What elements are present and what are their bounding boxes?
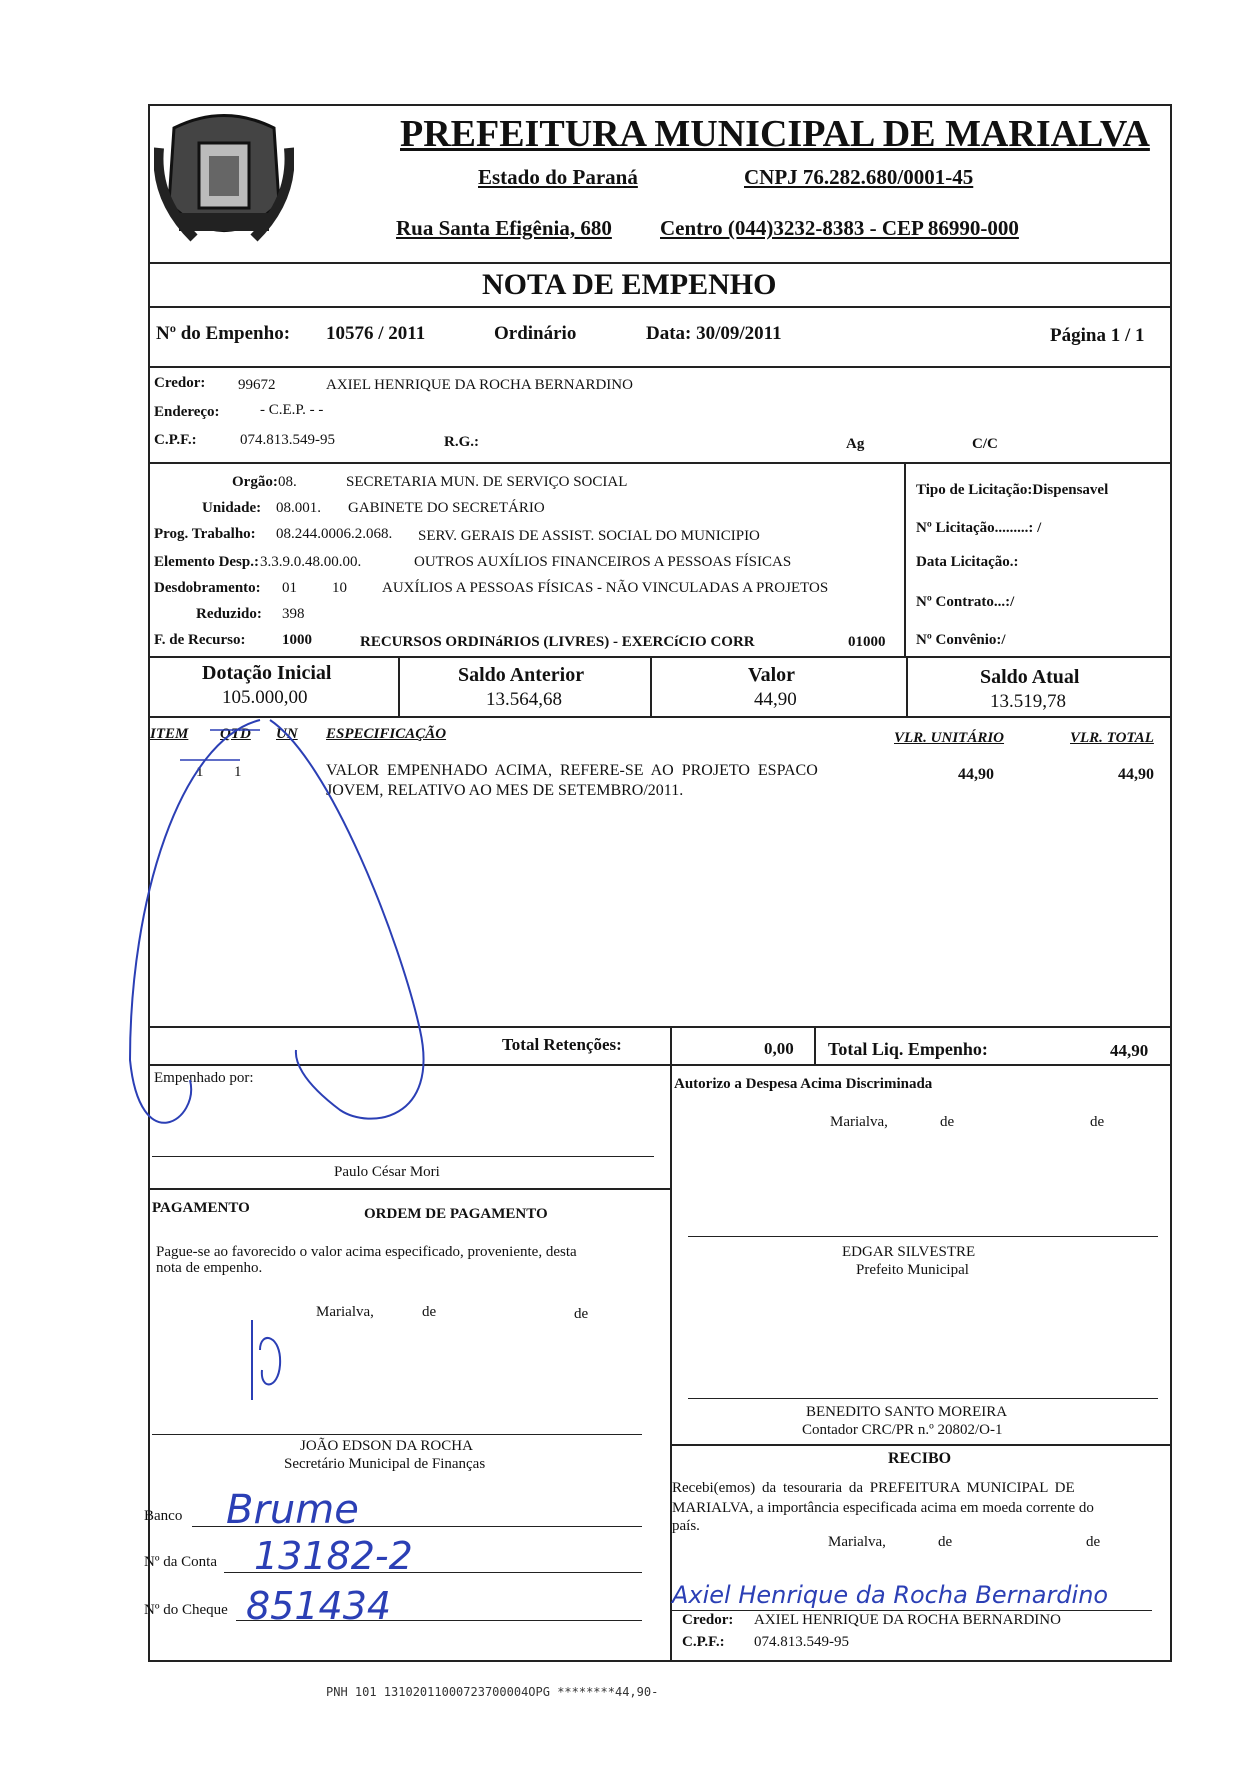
secretario-name: JOÃO EDSON DA ROCHA <box>300 1438 473 1454</box>
licitacao-tipo: Tipo de Licitação:Dispensavel <box>916 482 1109 498</box>
elemento-code: 3.3.9.0.48.00.00. <box>260 554 362 570</box>
divider <box>670 1026 672 1064</box>
divider <box>148 1188 670 1190</box>
reduzido-label: Reduzido: <box>196 606 262 622</box>
empenho-type: Ordinário <box>494 323 577 344</box>
conta-label: Nº da Conta <box>144 1554 217 1570</box>
desdobramento-code-1: 01 <box>282 580 297 596</box>
orgao-label: Orgão: <box>232 474 278 490</box>
recibo-text-3: país. <box>672 1518 700 1534</box>
liquido-value: 44,90 <box>1110 1041 1149 1060</box>
credor-signature: Axiel Henrique da Rocha Bernardino <box>672 1581 1109 1609</box>
total-header: VLR. TOTAL <box>1070 730 1154 746</box>
unidade-name: GABINETE DO SECRETÁRIO <box>348 500 545 516</box>
contador-name: BENEDITO SANTO MOREIRA <box>806 1404 1008 1420</box>
divider <box>148 462 1172 464</box>
unidade-label: Unidade: <box>202 500 262 516</box>
rg-label: R.G.: <box>444 434 479 450</box>
prog-label: Prog. Trabalho: <box>154 526 256 542</box>
prog-code: 08.244.0006.2.068. <box>276 526 393 542</box>
item-header: ITEM <box>150 726 189 742</box>
ordem-label: ORDEM DE PAGAMENTO <box>364 1206 548 1222</box>
prefeito-title: Prefeito Municipal <box>856 1262 969 1278</box>
valor-label: Valor <box>748 664 796 686</box>
desdobramento-name: AUXÍLIOS A PESSOAS FÍSICAS - NÃO VINCULADAS A PROJETOS <box>382 580 829 596</box>
divider <box>148 306 1172 308</box>
autorizo-de-2: de <box>1090 1114 1105 1130</box>
item-total: 44,90 <box>1118 766 1154 783</box>
credor-name: AXIEL HENRIQUE DA ROCHA BERNARDINO <box>326 377 633 393</box>
divider <box>904 462 906 658</box>
autorizo-city: Marialva, <box>830 1114 888 1130</box>
elemento-name: OUTROS AUXÍLIOS FINANCEIROS A PESSOAS FÍSICAS <box>414 554 792 570</box>
spec-header: ESPECIFICAÇÃO <box>326 726 447 742</box>
saldo-atual-value: 13.519,78 <box>990 691 1066 712</box>
convenio-label: Nº Convênio:/ <box>916 632 1006 648</box>
saldo-atual-label: Saldo Atual <box>980 666 1080 688</box>
saldo-anterior-label: Saldo Anterior <box>458 664 585 686</box>
contact-label: Centro (044)3232-8383 - CEP 86990-000 <box>660 216 1019 240</box>
prefeito-name: EDGAR SILVESTRE <box>842 1244 976 1260</box>
page-number: Página 1 / 1 <box>1050 325 1145 346</box>
empenho-date: Data: 30/09/2011 <box>646 323 782 344</box>
cheque-label: Nº do Cheque <box>144 1602 228 1618</box>
empenhado-label: Empenhado por: <box>154 1070 254 1086</box>
unidade-code: 08.001. <box>276 500 321 516</box>
cheque-value: 851434 <box>246 1584 392 1628</box>
divider <box>148 262 1172 264</box>
item-qtd: 1 <box>234 764 242 780</box>
licitacao-number: Nº Licitação.........: / <box>916 520 1042 536</box>
empenhado-signer: Paulo César Mori <box>334 1164 440 1180</box>
divider <box>148 366 1172 368</box>
desdobramento-label: Desdobramento: <box>154 580 261 596</box>
unit-price-header: VLR. UNITÁRIO <box>894 730 1005 746</box>
divider <box>814 1026 816 1064</box>
pagamento-label: PAGAMENTO <box>152 1200 250 1216</box>
fonte-name: RECURSOS ORDINáRIOS (LIVRES) - EXERCíCIO CORR <box>360 634 755 650</box>
recibo-de-1: de <box>938 1534 953 1550</box>
handwritten-loop-mark <box>120 700 460 1180</box>
pagamento-text-1: Pague-se ao favorecido o valor acima especificado, proveniente, desta <box>156 1244 577 1260</box>
desdobramento-code-2: 10 <box>332 580 347 596</box>
un-header: UN <box>276 726 298 742</box>
divider <box>670 1444 1172 1446</box>
saldo-anterior-value: 13.564,68 <box>486 689 562 710</box>
footer-code: PNH 101 13102011000723700004OPG ********44,90- <box>326 1685 659 1699</box>
item-spec-line-1: VALOR EMPENHADO ACIMA, REFERE-SE AO PROJETO ESPACO <box>326 762 818 779</box>
recibo-de-2: de <box>1086 1534 1101 1550</box>
recibo-cpf-value: 074.813.549-95 <box>754 1634 849 1650</box>
handwritten-initials-mark <box>240 1310 300 1410</box>
elemento-label: Elemento Desp.: <box>154 554 259 570</box>
item-number: 1 <box>196 764 204 780</box>
pagamento-text-2: nota de empenho. <box>156 1260 263 1276</box>
divider <box>670 1064 672 1662</box>
recibo-credor-name: AXIEL HENRIQUE DA ROCHA BERNARDINO <box>754 1612 1061 1628</box>
credor-code: 99672 <box>238 377 276 393</box>
orgao-code: 08. <box>278 474 297 490</box>
contrato-label: Nº Contrato...:/ <box>916 594 1015 610</box>
recibo-cpf-label: C.P.F.: <box>682 1634 725 1650</box>
fonte-label: F. de Recurso: <box>154 632 246 648</box>
qtd-header: QTD <box>220 726 251 742</box>
document-title: NOTA DE EMPENHO <box>482 268 777 301</box>
address-value: - C.E.P. - - <box>260 402 324 418</box>
address-field-label: Endereço: <box>154 404 220 420</box>
retencoes-label: Total Retenções: <box>502 1035 622 1054</box>
coat-of-arms-logo <box>154 108 294 253</box>
signature-line <box>152 1434 642 1435</box>
empenho-number-label: Nº do Empenho: <box>156 323 291 344</box>
cpf-value: 074.813.549-95 <box>240 432 335 448</box>
divider <box>650 656 652 716</box>
secretario-title: Secretário Municipal de Finanças <box>284 1456 486 1472</box>
signature-line <box>688 1398 1158 1399</box>
autorizo-label: Autorizo a Despesa Acima Discriminada <box>674 1076 933 1092</box>
divider <box>148 656 1172 658</box>
signature-line <box>688 1236 1158 1237</box>
banco-value: Brume <box>226 1487 359 1533</box>
recibo-city: Marialva, <box>828 1534 886 1550</box>
pagamento-city: Marialva, <box>316 1304 374 1320</box>
dotacao-value: 105.000,00 <box>222 687 308 708</box>
autorizo-de-1: de <box>940 1114 955 1130</box>
cnpj-label: CNPJ 76.282.680/0001-45 <box>744 165 974 189</box>
item-spec-line-2: JOVEM, RELATIVO AO MES DE SETEMBRO/2011. <box>326 782 684 799</box>
state-label: Estado do Paraná <box>478 165 638 189</box>
signature-line <box>672 1610 1152 1611</box>
valor-value: 44,90 <box>754 689 797 710</box>
fonte-number: 01000 <box>848 634 886 650</box>
item-unit-price: 44,90 <box>958 766 994 783</box>
recibo-text-2: MARIALVA, a importância especificada acima em moeda corrente do <box>672 1500 1094 1516</box>
prog-name: SERV. GERAIS DE ASSIST. SOCIAL DO MUNICIPIO <box>418 528 760 544</box>
cpf-label: C.P.F.: <box>154 432 197 448</box>
ag-label: Ag <box>846 436 865 452</box>
divider <box>906 656 908 716</box>
empenho-number: 10576 / 2011 <box>326 323 426 344</box>
dotacao-label: Dotação Inicial <box>202 662 332 684</box>
recibo-label: RECIBO <box>888 1450 952 1467</box>
address-label: Rua Santa Efigênia, 680 <box>396 216 612 240</box>
pagamento-de-1: de <box>422 1304 437 1320</box>
contador-title: Contador CRC/PR n.º 20802/O-1 <box>802 1422 1003 1438</box>
pagamento-de-2: de <box>574 1306 589 1322</box>
retencoes-value: 0,00 <box>764 1039 794 1058</box>
conta-value: 13182-2 <box>254 1534 413 1578</box>
reduzido-value: 398 <box>282 606 305 622</box>
page-title: PREFEITURA MUNICIPAL DE MARIALVA <box>400 113 1150 155</box>
recibo-credor-label: Credor: <box>682 1612 734 1628</box>
recibo-text-1: Recebi(emos) da tesouraria da PREFEITURA MUNICIPAL DE <box>672 1480 1075 1496</box>
cc-label: C/C <box>972 436 998 452</box>
liquido-label: Total Liq. Empenho: <box>828 1039 988 1059</box>
orgao-name: SECRETARIA MUN. DE SERVIÇO SOCIAL <box>346 474 628 490</box>
banco-label: Banco <box>144 1508 183 1524</box>
licitacao-date: Data Licitação.: <box>916 554 1019 570</box>
fonte-code: 1000 <box>282 632 312 648</box>
credor-label: Credor: <box>154 375 206 391</box>
